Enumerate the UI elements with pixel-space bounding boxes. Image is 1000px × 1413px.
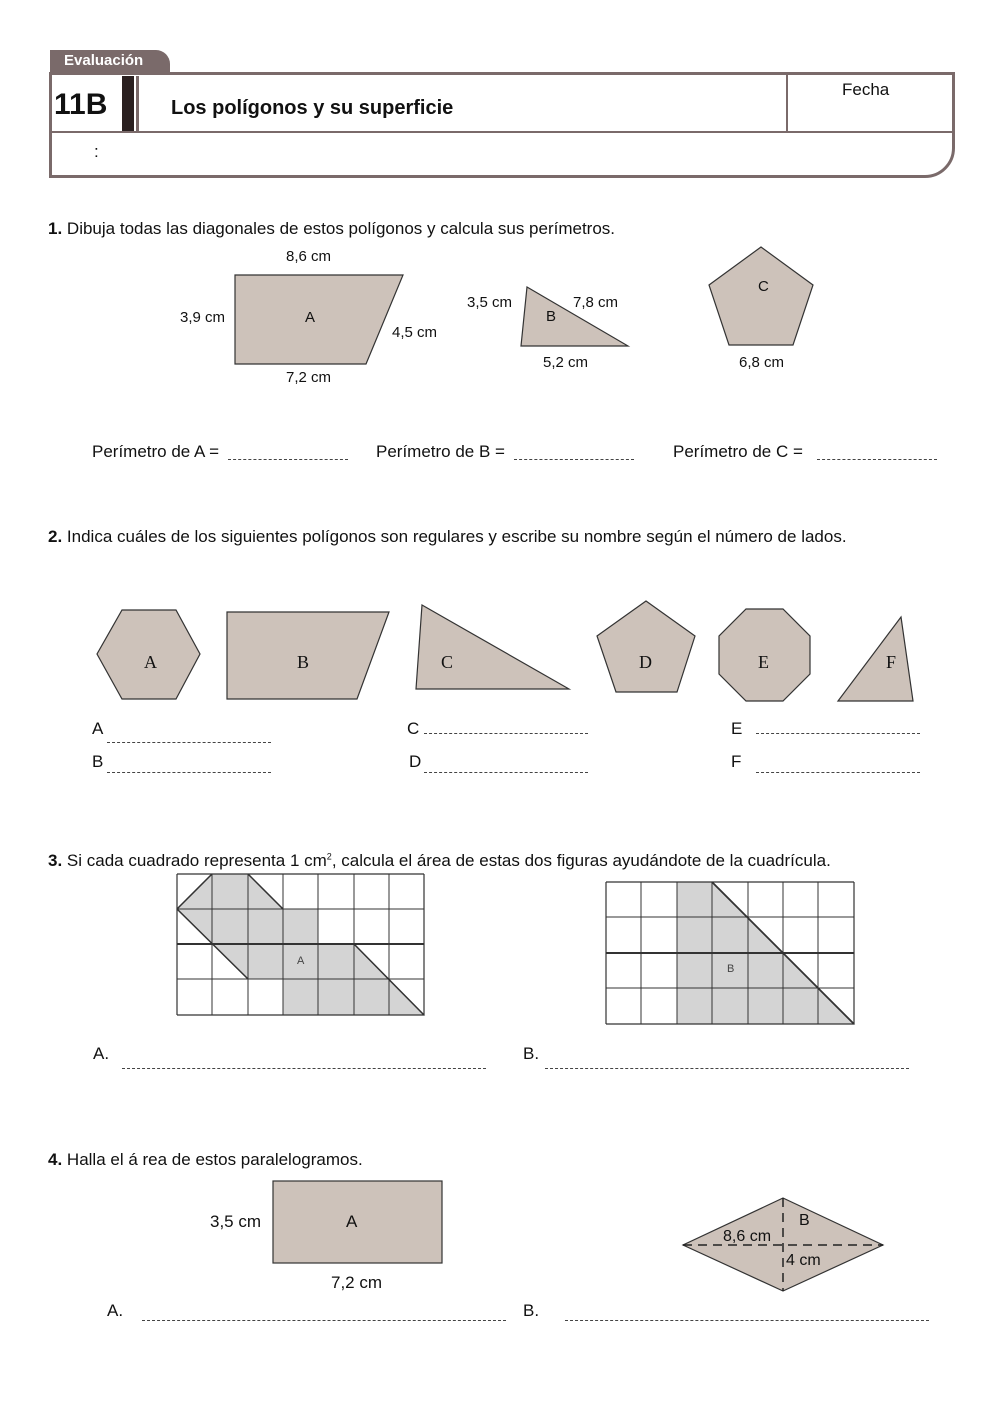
q2-answer-c-label: C bbox=[407, 719, 420, 738]
q2-triangle-c bbox=[416, 605, 569, 689]
perimeter-c-field[interactable] bbox=[817, 459, 937, 460]
name-colon: : bbox=[94, 142, 99, 161]
q1-c-letter: C bbox=[758, 278, 769, 295]
q3-answer-b-label: B. bbox=[523, 1044, 540, 1063]
question-3-number: 3. bbox=[48, 851, 63, 870]
q2-shape-b-letter: B bbox=[297, 652, 310, 672]
q4-answer-b-field[interactable] bbox=[565, 1320, 929, 1321]
q1-a-right-label: 4,5 cm bbox=[392, 324, 438, 341]
q4-answer-a-field[interactable] bbox=[142, 1320, 506, 1321]
q4-answer-b-label: B. bbox=[523, 1301, 540, 1320]
q1-b-bottom-label: 5,2 cm bbox=[543, 354, 589, 371]
q3-answer-b-field[interactable] bbox=[545, 1068, 909, 1069]
perimeter-a-label: Perímetro de A = bbox=[92, 442, 220, 461]
question-3 bbox=[48, 851, 831, 871]
q2-answer-f-field[interactable] bbox=[756, 772, 920, 773]
question-4-text: Halla el á rea de estos paralelogramos. bbox=[66, 1150, 363, 1169]
q4-rectangle-a bbox=[273, 1181, 442, 1263]
perimeter-b-field[interactable] bbox=[514, 459, 634, 460]
question-3-superscript: 2 bbox=[326, 851, 332, 862]
q3-answer-a-field[interactable] bbox=[122, 1068, 486, 1069]
question-4-number: 4. bbox=[48, 1150, 63, 1169]
q3-grid-b bbox=[606, 882, 854, 1024]
question-2-number: 2. bbox=[48, 527, 63, 546]
q4-rect-height-label: 3,5 cm bbox=[210, 1212, 262, 1231]
q2-answer-c-field[interactable] bbox=[424, 733, 588, 734]
q4-rhombus-b bbox=[683, 1198, 883, 1291]
q2-answer-b-label: B bbox=[92, 752, 104, 771]
q2-triangle-f bbox=[838, 617, 913, 701]
q1-b-hyp-label: 7,8 cm bbox=[573, 294, 619, 311]
q3-answer-a-label: A. bbox=[93, 1044, 110, 1063]
q2-shape-e-letter: E bbox=[758, 652, 769, 672]
question-1-text: Dibuja todas las diagonales de estos polígonos y calcula sus perímetros. bbox=[66, 219, 616, 238]
q2-shape-a-letter: A bbox=[144, 652, 157, 672]
q2-pentagon-d bbox=[597, 601, 695, 692]
q4-rhombus-d1-label: 8,6 cm bbox=[723, 1228, 772, 1245]
q2-shape-d-letter: D bbox=[639, 652, 652, 672]
q2-answer-e-field[interactable] bbox=[756, 733, 920, 734]
q2-answer-d-field[interactable] bbox=[424, 772, 588, 773]
evaluation-tab: Evaluación bbox=[50, 50, 170, 74]
q1-a-bottom-label: 7,2 cm bbox=[286, 369, 332, 386]
q2-shape-c-letter: C bbox=[441, 652, 454, 672]
q4-rhombus-d2-label: 4 cm bbox=[786, 1252, 821, 1269]
q4-rect-width-label: 7,2 cm bbox=[331, 1273, 383, 1292]
q1-a-top-label: 8,6 cm bbox=[286, 248, 332, 265]
q4-rect-letter: A bbox=[346, 1212, 358, 1231]
q3-figure-a-letter: A bbox=[297, 955, 305, 967]
question-3-text-after: , calcula el área de estas dos figuras ayudándote de la cuadrícula. bbox=[331, 851, 831, 870]
q1-shape-a bbox=[235, 275, 403, 364]
q1-b-letter: B bbox=[546, 308, 557, 325]
q3-grid-a bbox=[177, 874, 424, 1015]
q1-a-left-label: 3,9 cm bbox=[180, 309, 226, 326]
question-4 bbox=[48, 1150, 363, 1170]
page-title: Los polígonos y su superficie bbox=[171, 97, 454, 119]
q2-answer-d-label: D bbox=[409, 752, 422, 771]
q2-answer-e-label: E bbox=[731, 719, 743, 738]
q4-answer-a-label: A. bbox=[107, 1301, 124, 1320]
q4-rhombus-letter: B bbox=[799, 1212, 810, 1229]
date-label: Fecha bbox=[842, 80, 890, 99]
q1-shape-c bbox=[709, 247, 813, 345]
question-2-text: Indica cuáles de los siguientes polígonos son regulares y escribe su nombre según el número de lados. bbox=[66, 527, 847, 546]
question-1-number: 1. bbox=[48, 219, 63, 238]
question-2 bbox=[48, 527, 847, 547]
q1-b-left-label: 3,5 cm bbox=[467, 294, 513, 311]
perimeter-a-field[interactable] bbox=[228, 459, 348, 460]
question-3-text-before: Si cada cuadrado representa 1 cm bbox=[66, 851, 327, 870]
perimeter-c-label: Perímetro de C = bbox=[673, 442, 803, 461]
q1-c-side-label: 6,8 cm bbox=[739, 354, 785, 371]
q2-answer-a-label: A bbox=[92, 719, 104, 738]
q1-a-letter: A bbox=[305, 309, 316, 326]
q2-answer-b-field[interactable] bbox=[107, 772, 271, 773]
q2-answer-a-field[interactable] bbox=[107, 742, 271, 743]
q2-answer-f-label: F bbox=[731, 752, 742, 771]
perimeter-b-label: Perímetro de B = bbox=[376, 442, 505, 461]
q2-shape-f-letter: F bbox=[886, 652, 897, 672]
unit-code: 11B bbox=[54, 88, 108, 121]
q3-figure-b-letter: B bbox=[727, 963, 735, 975]
